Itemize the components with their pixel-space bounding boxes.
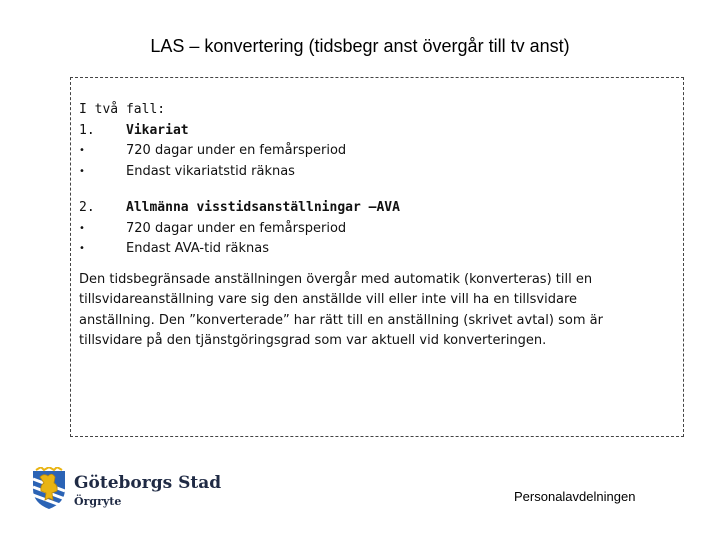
group-1-heading: Vikariat — [126, 122, 189, 138]
content-body — [79, 100, 669, 352]
intro-line: I två fall: — [79, 102, 166, 117]
group-1-heading-line — [79, 121, 669, 142]
conversion-paragraph: Den tidsbegränsade anställningen övergår med automatik (konverteras) till en tillsvidareanställning vare sig den anställde vill eller inte vill ha en tillsvidare anställning. Den ”konverterade” har rätt till en anställning (skrivet avtal) som är tillsvidare på den tjänstgöringsgrad som var aktuell vid konverteringen. — [79, 271, 603, 348]
bullet-icon: • — [79, 165, 85, 177]
goteborg-lion-crest-icon — [30, 467, 68, 511]
group-1-bullet-1 — [79, 141, 669, 162]
content-box — [70, 77, 684, 437]
logo-name: Göteborgs Stad — [74, 473, 222, 493]
group-1-number: 1. — [79, 122, 95, 138]
footer-department: Personalavdelningen — [514, 489, 636, 504]
group-spacer — [79, 182, 669, 198]
group-2-bullet-2-text: Endast AVA-tid räknas — [126, 241, 270, 256]
group-2-heading-line — [79, 198, 669, 219]
logo-district: Örgryte — [74, 495, 122, 508]
bullet-icon: • — [79, 243, 85, 254]
bullet-icon: • — [79, 145, 85, 156]
goteborgs-stad-logo — [30, 465, 222, 517]
group-2-bullet-1 — [79, 219, 669, 240]
group-1-bullet-2-text: Endast vikariatstid räknas — [126, 163, 295, 179]
group-1-bullet-2 — [79, 162, 669, 183]
group-1-bullet-1-text: 720 dagar under en femårsperiod — [126, 143, 347, 158]
group-2-bullet-1-text: 720 dagar under en femårsperiod — [126, 220, 347, 236]
group-2-heading: Allmänna visstidsanställningar –AVA — [126, 200, 400, 215]
group-2-bullet-2 — [79, 239, 669, 260]
slide-title: LAS – konvertering (tidsbegr anst övergår till tv anst) — [150, 36, 570, 56]
group-2-number: 2. — [79, 200, 95, 215]
bullet-icon: • — [79, 222, 85, 234]
